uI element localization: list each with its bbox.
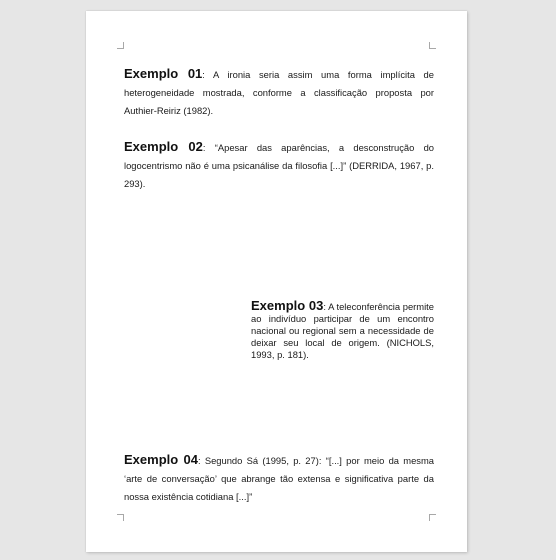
crop-mark-top-right	[429, 42, 436, 49]
example-01-text: : A ironia seria assim uma forma implícita de heterogeneidade mostrada, conforme a classificação proposta por Authier-Reiriz (1982).	[124, 69, 434, 116]
example-02-paragraph[interactable]	[124, 138, 434, 193]
example-03-label: Exemplo 03	[251, 298, 324, 313]
example-01-label: Exemplo 01	[124, 66, 203, 81]
example-04-label: Exemplo 04	[124, 452, 198, 467]
example-02-text: : “Apesar das aparências, a desconstrução do logocentrismo não é uma psicanálise da filosofia [...]” (DERRIDA, 1967, p. 293).	[124, 142, 434, 189]
example-02-label: Exemplo 02	[124, 139, 203, 154]
crop-mark-bottom-left	[117, 514, 124, 521]
example-04-paragraph[interactable]	[124, 451, 434, 506]
example-03-paragraph[interactable]	[251, 300, 434, 361]
crop-mark-top-left	[117, 42, 124, 49]
document-page	[86, 11, 467, 552]
example-04-text: : Segundo Sá (1995, p. 27): “[...] por meio da mesma ‘arte de conversação’ que abrange tão extensa e significativa parte da nossa existência cotidiana [...]”	[124, 455, 435, 502]
example-03-text: : A teleconferência permite ao indivíduo participar de um encontro nacional ou regional sem a necessidade de deixar seu local de origem. (NICHOLS, 1993, p. 181).	[251, 301, 434, 360]
crop-mark-bottom-right	[429, 514, 436, 521]
example-01-paragraph[interactable]	[124, 65, 434, 120]
